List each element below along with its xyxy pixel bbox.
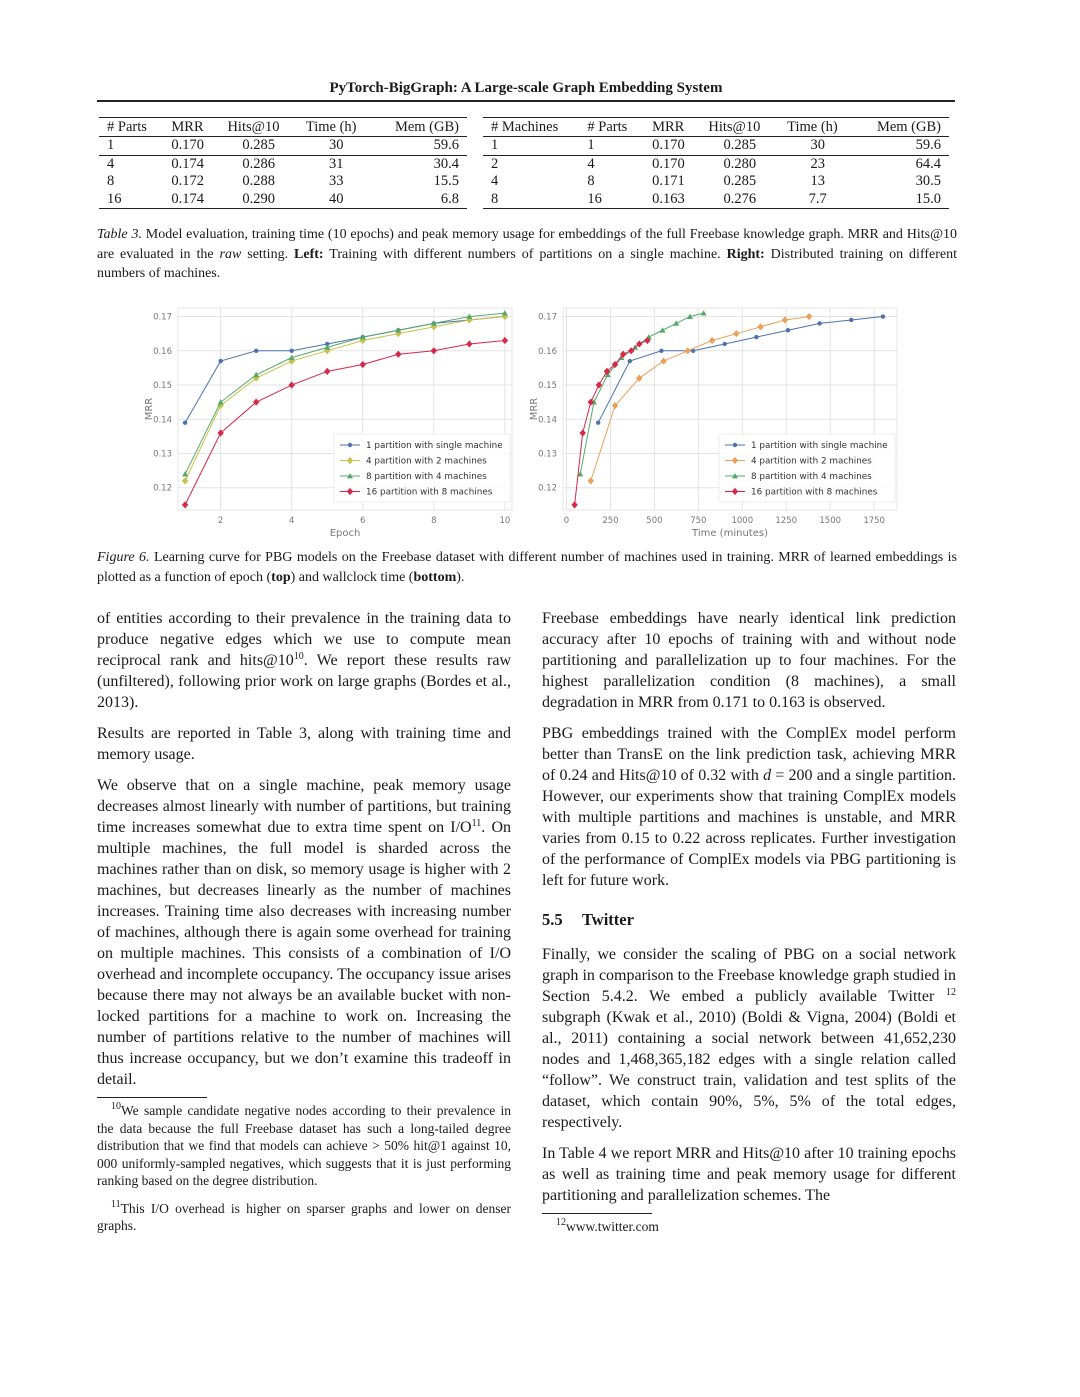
table-row [483, 191, 949, 209]
y-tick-label: 0.15 [538, 381, 557, 392]
legend-label: 1 partition with single machine [751, 441, 888, 451]
cell: 4 [587, 155, 595, 172]
caption-label: Table 3. [97, 227, 142, 242]
col-header: Mem (GB) [394, 118, 459, 135]
text: PBG embeddings trained with the ComplEx model perform better than TransE on the link prediction task, achieving MRR of 0.24 and Hits@10 of 0.32 with [542, 725, 956, 784]
cell: 0.288 [242, 173, 275, 189]
table-header-row [99, 118, 467, 137]
data-point [290, 349, 294, 353]
footnote-ref[interactable]: 11 [471, 818, 482, 829]
table-row [483, 155, 949, 173]
table-partitions [99, 117, 467, 209]
col-header: Hits@10 [708, 118, 761, 135]
right-column [542, 608, 956, 1246]
caption-text: ) and wallclock time ( [290, 569, 414, 585]
data-point [817, 321, 821, 325]
footnote [97, 1102, 511, 1190]
cell: 0.280 [723, 155, 757, 172]
x-tick-label: 10 [499, 516, 511, 526]
paragraph [97, 608, 511, 713]
cell: 30 [810, 137, 825, 153]
cell: 0.285 [242, 137, 275, 153]
cell: 0.163 [652, 190, 685, 207]
table-row [99, 137, 467, 156]
caption-bold: bottom [413, 569, 457, 585]
legend-label: 8 partition with 4 machines [366, 472, 487, 482]
cell: 8 [587, 173, 595, 189]
cell: 1 [491, 137, 499, 153]
caption-text: Learning curve for PBG models on the Freebase dataset with different number of machines used in training. MRR of learned embeddings is plotted as a function of epoch ( [97, 550, 957, 585]
y-tick-label: 0.15 [153, 381, 172, 392]
y-tick-label: 0.14 [153, 415, 172, 426]
caption-bold: top [271, 569, 291, 585]
data-point [183, 420, 187, 424]
footnote-rule [97, 1097, 207, 1098]
paragraph [542, 944, 956, 1133]
cell: 1 [107, 137, 115, 153]
legend-marker [348, 443, 352, 447]
cell: 16 [587, 190, 602, 207]
caption-emph: raw [219, 246, 242, 262]
cell: 15.0 [915, 190, 941, 207]
section-title: Twitter [582, 910, 634, 929]
table-header-row [483, 118, 949, 137]
y-axis-label: MRR [144, 397, 155, 421]
cell: 6.8 [440, 190, 459, 207]
cell: 8 [107, 173, 115, 189]
caption-text: Training with different numbers of partitions on a single machine. [323, 246, 727, 262]
chart-mrr-vs-epoch [140, 300, 520, 545]
data-point [786, 328, 790, 332]
col-header: Mem (GB) [876, 118, 941, 135]
cell: 33 [329, 173, 344, 189]
chart-mrr-vs-time [525, 300, 905, 545]
y-tick-label: 0.16 [153, 346, 172, 357]
data-point [881, 314, 885, 318]
footnote [97, 1200, 511, 1235]
x-tick-label: 1750 [863, 516, 885, 526]
caption-label: Figure 6. [97, 550, 150, 565]
col-header: MRR [652, 118, 685, 135]
x-tick-label: 1000 [731, 516, 754, 526]
col-header: # Parts [587, 118, 628, 135]
x-axis-label: Time (minutes) [692, 528, 768, 539]
x-tick-label: 500 [646, 516, 663, 526]
footnote [542, 1218, 956, 1236]
table-row [483, 137, 949, 156]
cell: 0.170 [652, 155, 685, 172]
running-head: PyTorch-BigGraph: A Large-scale Graph Embedding System [329, 80, 723, 96]
cell: 16 [107, 190, 122, 207]
paragraph: In Table 4 we report MRR and Hits@10 after 10 training epochs as well as training time and peak memory usage for different partitioning and parallelization schemes. The [542, 1145, 956, 1204]
col-header: Time (h) [787, 118, 838, 135]
cell: 30 [329, 137, 344, 153]
text: of entities according to their prevalence in the training data to produce negative edges which we use to compute mean reciprocal rank and hits@10 [97, 610, 511, 669]
x-tick-label: 1250 [775, 516, 798, 526]
left-column [97, 608, 511, 1245]
text: We observe that on a single machine, peak memory usage decreases almost linearly with number of partitions, but training time increases somewhat due to extra time spent on I/O [97, 777, 511, 836]
data-point [254, 349, 258, 353]
text: = 200 and a single partition. However, our experiments show that training ComplEx models with multiple partitions and machines is unstable, and MRR varies from 0.15 to 0.22 across replicates. Further investigation of the performance of ComplEx models via PBG partitioning is left for future work. [542, 767, 957, 889]
cell: 0.290 [242, 190, 275, 207]
legend-label: 8 partition with 4 machines [751, 472, 872, 482]
x-tick-label: 8 [431, 516, 437, 526]
cell: 0.285 [723, 137, 757, 153]
text: . On multiple machines, the full model is sharded across the machines rather than on disk, so memory usage is higher with 2 machines, but decreases linearly as the number of machines increases. Training time also decreases with increasing number of machines, although there is again some overhead for training on multiple machines. This consists of a combination of I/O overhead and incomplete occupancy. The occupancy issue arises because there may not always be an available bucket with non-locked partitions for a machine to work on. Increasing the number of partitions relative to the number of machines will thus increase occupancy, but we don’t examine this tradeoff in detail. [97, 819, 511, 1088]
section-heading [542, 909, 956, 930]
cell: 4 [107, 155, 115, 172]
table-row [483, 173, 949, 191]
cell: 64.4 [915, 155, 941, 172]
footnote-ref[interactable]: 10 [293, 651, 304, 662]
y-tick-label: 0.13 [153, 449, 172, 460]
cell: 40 [329, 190, 344, 207]
y-tick-label: 0.17 [153, 312, 172, 323]
cell: 1 [587, 137, 595, 153]
y-tick-label: 0.13 [538, 449, 557, 460]
cell: 59.6 [915, 137, 941, 153]
col-header: Hits@10 [227, 118, 280, 135]
cell: 0.174 [171, 190, 205, 207]
paragraph [97, 775, 511, 1090]
cell: 0.170 [652, 137, 685, 153]
paragraph [542, 723, 956, 891]
caption-bold: Right: [726, 246, 765, 262]
cell: 7.7 [808, 190, 827, 207]
figure-caption [97, 548, 957, 587]
footnote-text: www.twitter.com [566, 1219, 659, 1234]
y-tick-label: 0.17 [538, 312, 557, 323]
legend-label: 4 partition with 2 machines [751, 456, 872, 467]
y-axis-label: MRR [529, 397, 540, 421]
cell: 59.6 [433, 137, 459, 153]
caption-text: ). [456, 569, 465, 585]
y-tick-label: 0.12 [538, 483, 557, 494]
y-tick-label: 0.16 [538, 346, 557, 357]
cell: 0.170 [171, 137, 205, 153]
text: subgraph (Kwak et al., 2010) (Boldi & Vigna, 2004) (Boldi et al., 2011) containing a social network between 41,652,230 nodes and 1,468,365,182 edges with a single relation called “follow”. We construct train, validation and test splits of the dataset, which contain 90%, 5%, 5% of the total edges, respectively. [542, 1009, 956, 1131]
cell: 8 [491, 190, 499, 207]
caption-text: setting. [241, 246, 295, 262]
legend-label: 4 partition with 2 machines [366, 456, 487, 467]
legend-label: 16 partition with 8 machines [751, 487, 878, 498]
x-tick-label: 0 [563, 516, 570, 526]
legend-label: 1 partition with single machine [366, 441, 503, 451]
math-var: d [763, 767, 772, 784]
y-tick-label: 0.12 [153, 483, 172, 494]
text: . We report these results raw (unfiltered), following prior work on large graphs (Bordes et al., 2013). [97, 652, 511, 711]
footnote-mark: 10 [111, 1101, 121, 1112]
x-tick-label: 1500 [819, 516, 842, 526]
cell: 0.285 [723, 173, 757, 189]
cell: 0.172 [171, 173, 205, 189]
cell: 31 [329, 155, 344, 172]
col-header: MRR [171, 118, 204, 135]
paragraph: Freebase embeddings have nearly identical link prediction accuracy after 10 epochs of training with and without node partitioning and parallelization up to four machines. For the highest parallelization condition (8 machines), a small degradation in MRR from 0.171 to 0.163 is observed. [542, 610, 956, 711]
cell: 2 [491, 155, 499, 172]
footnote-mark: 11 [111, 1198, 121, 1210]
legend-marker [733, 443, 737, 447]
data-point [723, 342, 727, 346]
y-tick-label: 0.14 [538, 415, 557, 426]
cell: 13 [810, 173, 825, 189]
footnote-mark: 12 [556, 1217, 566, 1228]
x-tick-label: 2 [217, 516, 224, 526]
table-machines [483, 117, 949, 209]
table-row [99, 191, 467, 209]
footnote-ref[interactable]: 12 [946, 987, 956, 998]
cell: 30.5 [915, 173, 941, 189]
caption-text: Distributed training on different numbers of machines. [97, 246, 957, 281]
data-point [596, 420, 600, 424]
col-header: # Machines [491, 118, 559, 135]
table-caption [97, 225, 957, 284]
cell: 30.4 [433, 155, 459, 172]
table-row [99, 155, 467, 173]
data-point [849, 318, 853, 322]
data-point [218, 359, 222, 363]
cell: 15.5 [433, 173, 459, 189]
cell: 0.171 [652, 173, 685, 189]
x-tick-label: 750 [690, 516, 707, 526]
data-point [754, 335, 758, 339]
col-header: Time (h) [305, 118, 357, 135]
caption-text: Model evaluation, training time (10 epochs) and peak memory usage for embeddings of the full Freebase knowledge graph. MRR and Hits@10 are evaluated in the [97, 227, 957, 262]
cell: 23 [810, 155, 825, 172]
chart-svg [525, 300, 905, 540]
cell: 0.286 [242, 155, 275, 172]
col-header: # Parts [107, 118, 147, 135]
text: Finally, we consider the scaling of PBG on a social network graph in comparison to the Freebase knowledge graph studied in Section 5.4.2. We embed a publicly available Twitter [542, 946, 956, 1005]
x-axis-label: Epoch [329, 528, 361, 539]
cell: 0.174 [171, 155, 205, 172]
caption-bold: Left: [294, 246, 324, 262]
x-tick-label: 4 [288, 516, 295, 526]
cell: 0.276 [723, 190, 757, 207]
footnote-rule [542, 1213, 652, 1214]
table-row [99, 173, 467, 191]
x-tick-label: 250 [602, 516, 619, 526]
legend-label: 16 partition with 8 machines [366, 487, 493, 498]
footnote-text: We sample candidate negative nodes according to their prevalence in the data because the full Freebase dataset has such a long-tailed degree distribution that we find that models can achieve > 50% hit@1 against 10, 000 uniformly-sampled negatives, which suggests that it is just performing ranking based on the degree distribution. [97, 1103, 511, 1188]
data-point [628, 359, 632, 363]
section-number: 5.5 [542, 910, 563, 929]
chart-svg [140, 300, 520, 540]
footnote-text: This I/O overhead is higher on sparser graphs and lower on denser graphs. [97, 1200, 511, 1233]
paragraph: Results are reported in Table 3, along with training time and memory usage. [97, 725, 511, 763]
x-tick-label: 6 [360, 516, 366, 526]
header-rule [97, 100, 955, 102]
cell: 4 [491, 173, 499, 189]
data-point [659, 349, 663, 353]
